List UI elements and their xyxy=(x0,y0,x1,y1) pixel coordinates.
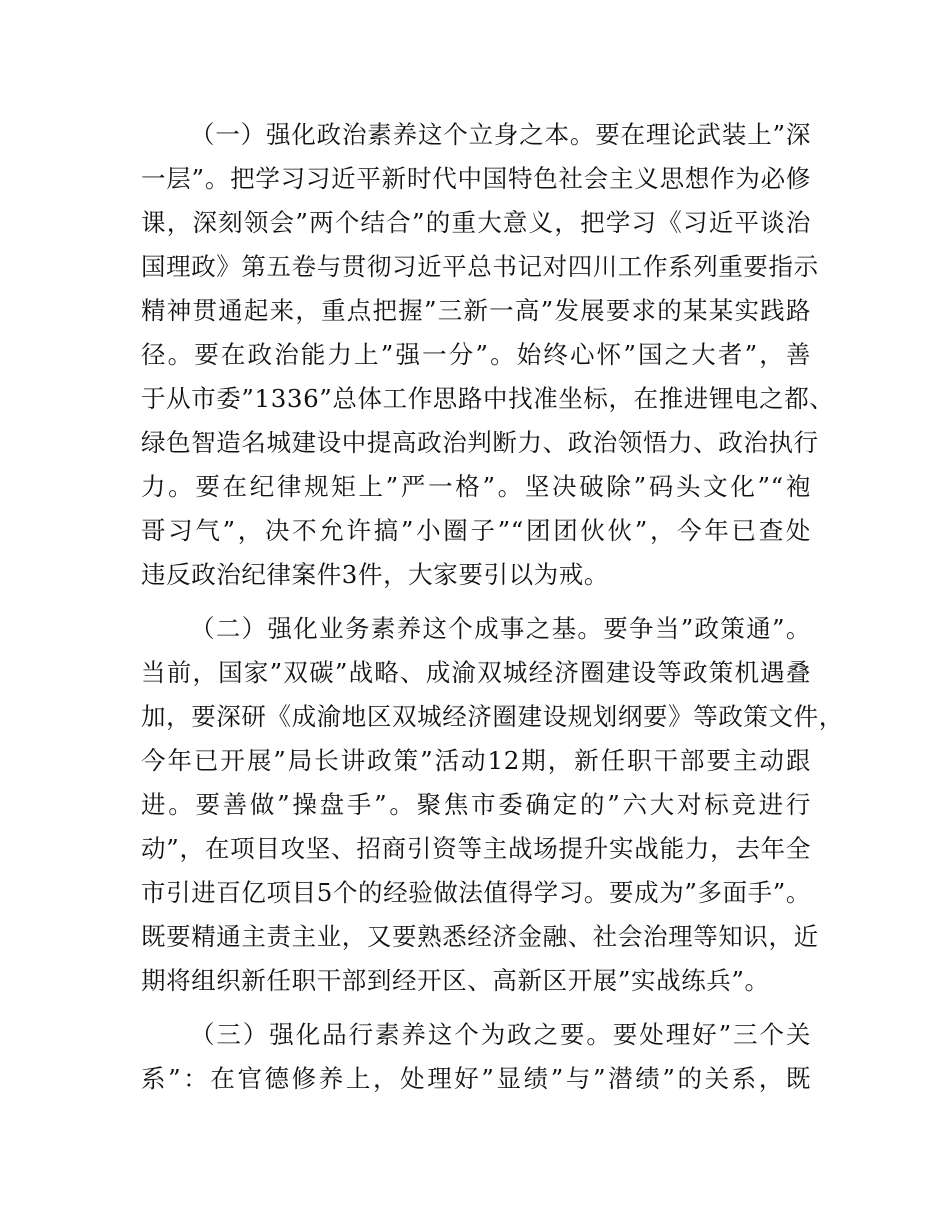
text-line: 径。要在政治能力上”强一分”。始终心怀”国之大者”，善 xyxy=(141,340,811,369)
text-line: 精神贯通起来，重点把握”三新一高”发展要求的某某实践路 xyxy=(141,296,811,325)
text-line: 进。要善做”操盘手”。聚焦市委确定的”六大对标竞进行 xyxy=(141,790,811,819)
text-line: 课，深刻领会”两个结合”的重大意义，把学习《习近平谈治 xyxy=(141,208,811,237)
text-line: 期将组织新任职干部到经开区、高新区开展”实战练兵”。 xyxy=(141,966,770,995)
text-line: 违反政治纪律案件3件，大家要引以为戒。 xyxy=(141,560,609,589)
text-line: （一）强化政治素养这个立身之本。要在理论武装上”深 xyxy=(190,120,811,149)
text-line: 市引进百亿项目5个的经验做法值得学习。要成为”多面手”。 xyxy=(141,878,811,907)
text-line: 系”：在官德修养上，处理好”显绩”与”潜绩”的关系，既 xyxy=(141,1064,811,1093)
text-line: 当前，国家”双碳”战略、成渝双城经济圈建设等政策机遇叠 xyxy=(141,658,811,687)
text-line: 于从市委”1336”总体工作思路中找准坐标，在推进锂电之都、 xyxy=(141,384,835,413)
text-line: （二）强化业务素养这个成事之基。要争当”政策通”。 xyxy=(190,614,811,643)
text-line: 国理政》第五卷与贯彻习近平总书记对四川工作系列重要指示 xyxy=(141,252,819,281)
text-line: 加，要深研《成渝地区双城经济圈建设规划纲要》等政策文件， xyxy=(141,702,844,731)
text-line: 力。要在纪律规矩上”严一格”。坚决破除”码头文化”“袍 xyxy=(141,472,811,501)
text-line: 哥习气”，决不允许搞”小圈子”“团团伙伙”，今年已查处 xyxy=(141,516,811,545)
text-line: 绿色智造名城建设中提高政治判断力、政治领悟力、政治执行 xyxy=(141,428,819,457)
text-line: 既要精通主责主业，又要熟悉经济金融、社会治理等知识，近 xyxy=(141,922,819,951)
text-line: 一层”。把学习习近平新时代中国特色社会主义思想作为必修 xyxy=(141,164,811,193)
text-line: 动”，在项目攻坚、招商引资等主战场提升实战能力，去年全 xyxy=(141,834,811,863)
text-line: 今年已开展”局长讲政策”活动12期，新任职干部要主动跟 xyxy=(141,746,811,775)
text-line: （三）强化品行素养这个为政之要。要处理好”三个关 xyxy=(190,1020,811,1049)
